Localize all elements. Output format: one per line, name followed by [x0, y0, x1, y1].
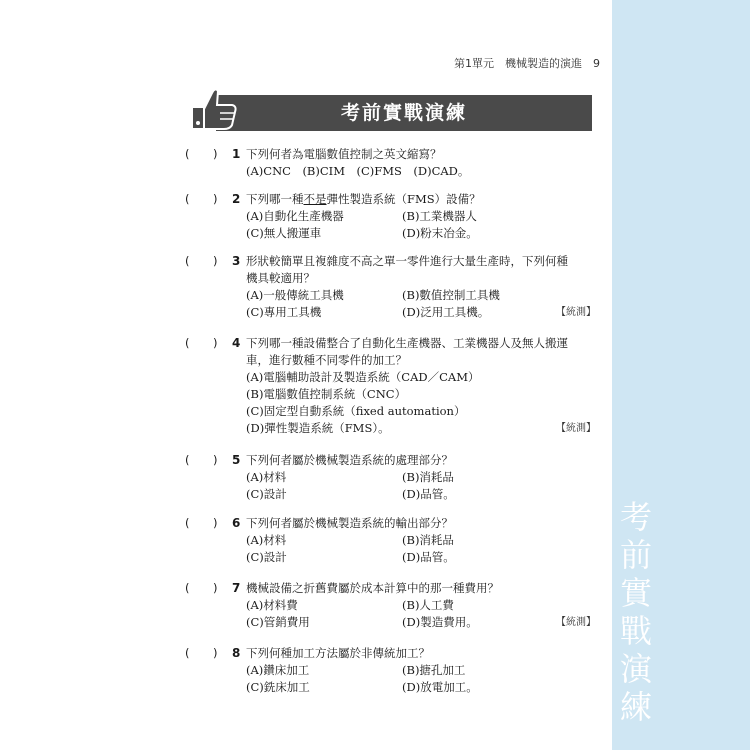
option-d: (D)放電加工。: [402, 680, 478, 694]
option-c: (C)銑床加工: [246, 680, 310, 694]
option-b: (B)人工費: [402, 598, 454, 612]
option-a: (A)自動化生產機器: [246, 209, 344, 223]
option-b: (B)電腦數值控制系統（CNC）: [246, 387, 407, 401]
option-c: (C)專用工具機: [246, 305, 322, 319]
side-title-char: 前: [620, 536, 653, 574]
question-number: 1: [232, 147, 241, 161]
option-a: (A)鑽床加工: [246, 663, 310, 677]
option-c: (C)管銷費用: [246, 615, 310, 629]
underlined-keyword: 不是: [303, 192, 327, 206]
option-b: (B)工業機器人: [402, 209, 477, 223]
question-options: [246, 287, 598, 321]
option-d: (D)製造費用。: [402, 615, 478, 629]
option-d: (D)品管。: [402, 487, 455, 501]
question-number: 2: [232, 192, 241, 206]
option-b: (B)消耗品: [402, 533, 454, 547]
question-text: 機械設備之折舊費屬於成本計算中的那一種費用？: [246, 581, 499, 595]
question-number: 3: [232, 254, 241, 268]
options-line: (A)CNC (B)CIM (C)FMS (D)CAD。: [246, 164, 470, 178]
option-d: (D)粉末冶金。: [402, 226, 478, 240]
side-title-char: 練: [620, 688, 653, 726]
question-options: [246, 369, 598, 437]
question-options: [246, 469, 598, 503]
question-number: 7: [232, 581, 241, 595]
option-d: (D)彈性製造系統（FMS）。: [246, 421, 390, 435]
option-b: (B)數值控制工具機: [402, 288, 500, 302]
source-tag: 【統測】: [556, 423, 596, 434]
option-c: (C)無人搬運車: [246, 226, 322, 240]
side-title-char: 考: [620, 498, 653, 536]
section-banner: [190, 95, 592, 131]
option-c: (C)設計: [246, 550, 287, 564]
source-tag: 【統測】: [556, 307, 596, 318]
side-title-char: 實: [620, 574, 653, 612]
question-number: 5: [232, 453, 241, 467]
question-options: [246, 208, 598, 242]
question-number: 6: [232, 516, 241, 530]
question-text: 形狀較簡單且複雜度不高之單一零件進行大量生產時，下列何種 機具較適用？: [246, 254, 568, 285]
question-text: 下列何種加工方法屬於非傳統加工？: [246, 646, 430, 660]
option-a: (A)一般傳統工具機: [246, 288, 344, 302]
option-c: (C)固定型自動系統（fixed automation）: [246, 404, 466, 418]
option-a: (A)材料費: [246, 598, 298, 612]
question-text: 下列何者為電腦數值控制之英文縮寫？: [246, 147, 442, 161]
question-number: 8: [232, 646, 241, 660]
side-title-char: 演: [620, 650, 653, 688]
question-text: 下列何者屬於機械製造系統的輸出部分？: [246, 516, 453, 530]
option-c: (C)設計: [246, 487, 287, 501]
question-options: [246, 662, 598, 696]
option-b: (B)消耗品: [402, 470, 454, 484]
question-options: [246, 532, 598, 566]
question-text: 下列哪一種設備整合了自動化生產機器、工業機器人及無人搬運 車，進行數種不同零件的加工？: [246, 336, 568, 367]
question-text: 下列何者屬於機械製造系統的處理部分？: [246, 453, 453, 467]
banner-title: 考前實戰演練: [340, 102, 467, 124]
side-title-char: 戰: [620, 612, 653, 650]
option-a: (A)電腦輔助設計及製造系統（CAD／CAM）: [246, 370, 480, 384]
question-text: 下列哪一種不是彈性製造系統（FMS）設備？: [246, 192, 481, 206]
question-options: [246, 163, 598, 180]
option-b: (B)搪孔加工: [402, 663, 466, 677]
question-options: [246, 597, 598, 631]
option-a: (A)材料: [246, 533, 287, 547]
running-head: 第1單元 機械製造的演進 9: [454, 57, 600, 70]
option-a: (A)材料: [246, 470, 287, 484]
option-d: (D)泛用工具機。: [402, 305, 490, 319]
question-number: 4: [232, 336, 241, 350]
source-tag: 【統測】: [556, 617, 596, 628]
option-d: (D)品管。: [402, 550, 455, 564]
side-vertical-title: [620, 498, 653, 726]
